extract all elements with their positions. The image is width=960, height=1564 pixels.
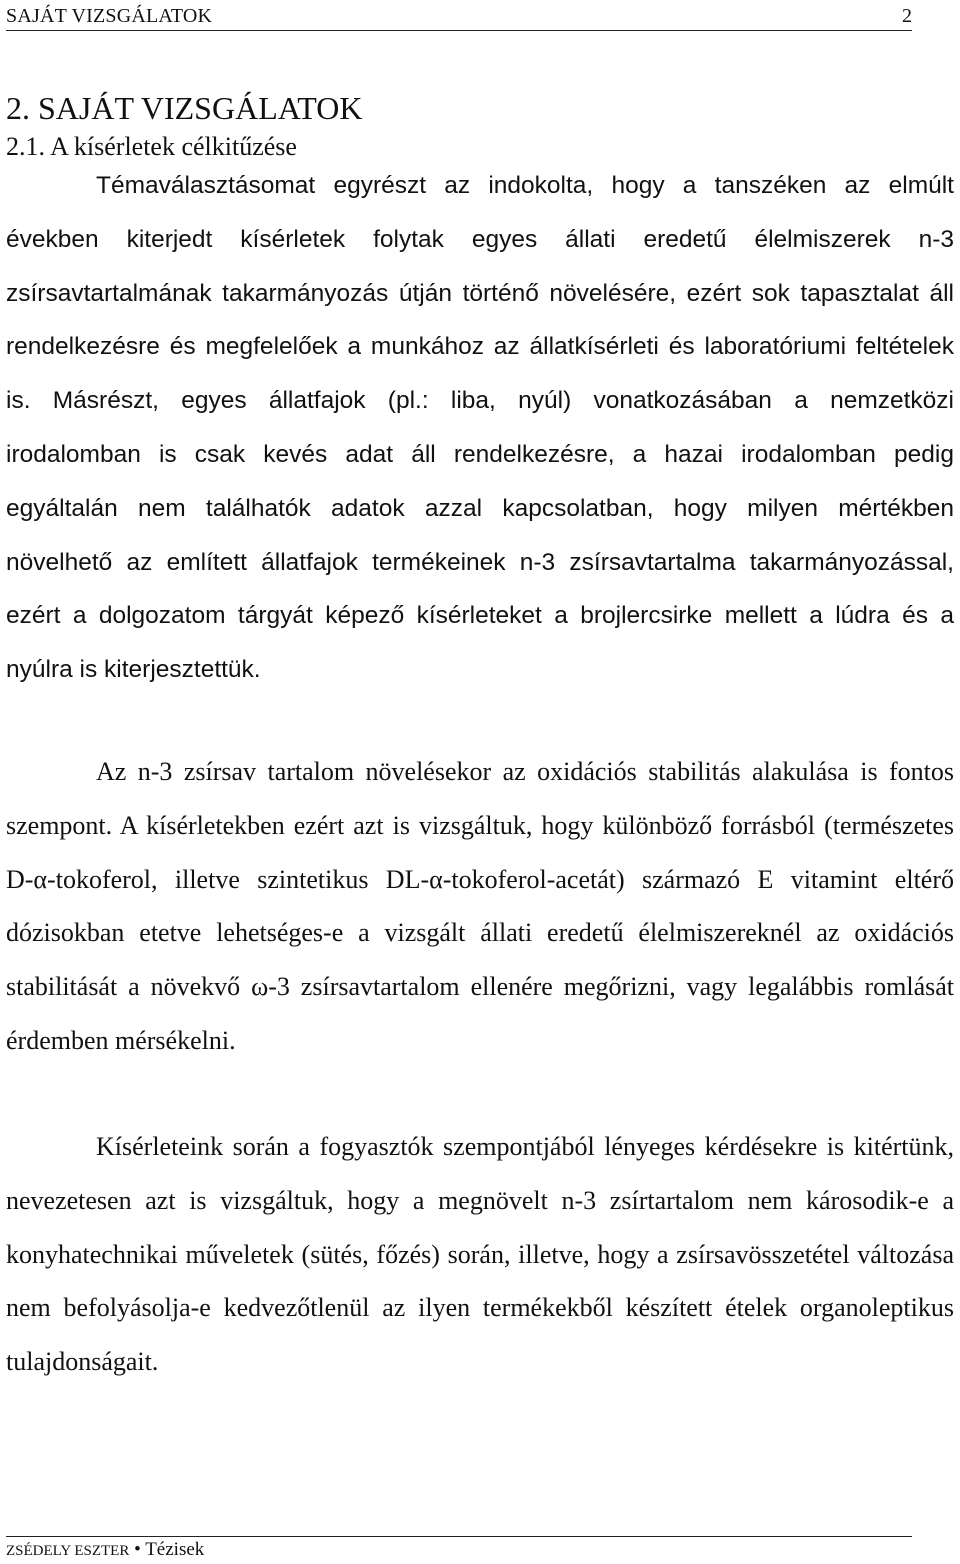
paragraph-oxidation: Az n-3 zsírsav tartalom növelésekor az oxidációs stabilitás alakulása is fontos szempont. A kísérletekben ezért azt is vizsgáltuk, hogy különböző forrásból (természetes D-α-tokoferol, illetve szintetikus DL-α-tokoferol-acetát) származó E vitamint eltérő dózisokban etetve lehetséges-e a vizsgált állati eredetű élelmiszereknél az oxidációs stabilitását a növekvő ω-3 zsírsavtartalom ellenére megőrizni, vagy legalábbis romlását érdemben mérsékelni. [6,757,954,1055]
header-title: SAJÁT VIZSGÁLATOK [6,5,213,27]
page-number: 2 [902,5,912,27]
footer-doc-type: Tézisek [145,1539,205,1560]
paragraph-consumers: Kísérleteink során a fogyasztók szempontjából lényeges kérdésekre is kitértünk, nevezetesen azt is vizsgáltuk, hogy a megnövelt n-3 zsírtartalom nem károsodik-e a konyhatechnikai műveletek (sütés, főzés) során, illetve, hogy a zsírsavösszetétel változása nem befolyásolja-e kedvezőtlenül az ilyen termékekből készített ételek organoleptikus tulajdonságait. [6,1132,954,1377]
paragraph-aims: Témaválasztásomat egyrészt az indokolta, hogy a tanszéken az elmúlt években kiterjedt kísérletek folytak egyes állati eredetű élelmiszerek n-3 zsírsavtartalmának takarmányozás útján történő növelésére, ezért sok tapasztalat áll rendelkezésre és megfelelőek a munkához az állatkísérleti és laboratóriumi feltételek is. Másrészt, egyes állatfajok (pl.: liba, nyúl) vonatkozásában a nemzetközi irodalomban is csak kevés adat áll rendelkezésre, a hazai irodalomban pedig egyáltalán nem találhatók adatok azzal kapcsolatban, hogy milyen mértékben növelhető az említett állatfajok termékeinek n-3 zsírsavtartalma takarmányozással, ezért a dolgozatom tárgyát képező kísérleteket a brojlercsirke mellett a lúdra és a nyúlra is kiterjesztettük. [6,172,954,684]
subsection-heading: 2.1. A kísérletek célkitűzése [6,132,297,161]
footer-author: ZSÉDELY ESZTER [6,1543,130,1559]
running-footer [6,1536,912,1564]
footer-separator: • [134,1539,141,1560]
section-heading: 2. SAJÁT VIZSGÁLATOK [6,90,363,126]
running-header [6,4,912,31]
